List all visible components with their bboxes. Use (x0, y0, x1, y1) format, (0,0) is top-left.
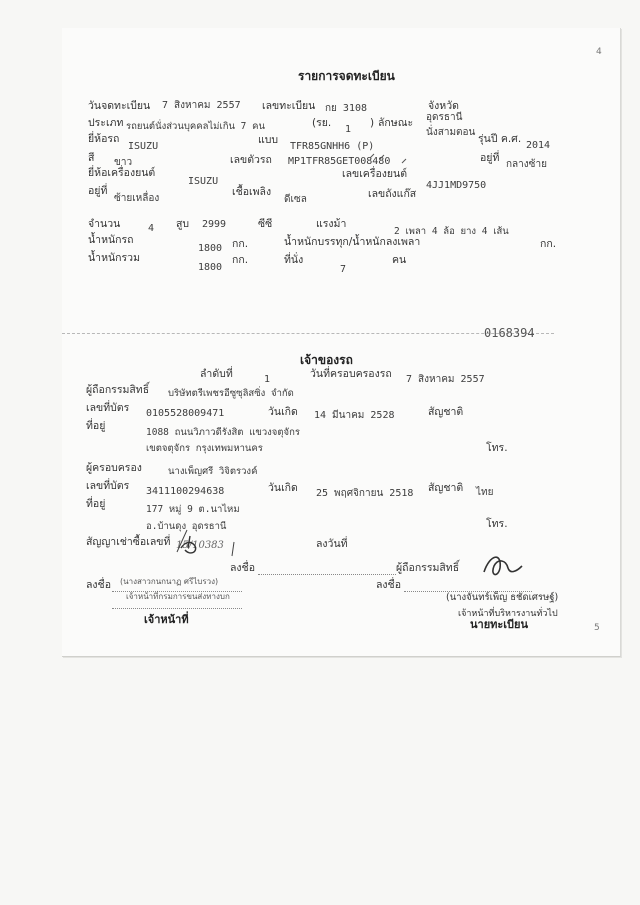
owner-id-label: เลขที่บัตร (86, 402, 130, 414)
seats-value: 7 (340, 264, 347, 275)
engine-brand-label: ยี่ห้อเครื่องยนต์ (88, 167, 156, 179)
tick-marks (370, 154, 406, 163)
page-number-bottom: 5 (594, 623, 600, 633)
order-label: ลำดับที่ (200, 368, 233, 380)
brand-label: ยี่ห้อรถ (88, 133, 120, 145)
registrar-role: เจ้าหน้าที่บริหารงานทั่วไป (458, 609, 558, 619)
holder-id-value: 3411100294638 (146, 486, 225, 497)
brand-value: ISUZU (128, 141, 159, 152)
holder-label: ผู้ครอบครอง (86, 462, 142, 474)
owner-address-label: ที่อยู่ (86, 420, 106, 432)
registrar-title: นายทะเบียน (470, 618, 529, 631)
contract-label: สัญญาเช่าซื้อเลขที่ (86, 536, 171, 548)
owner-label: ผู้ถือกรรมสิทธิ์ (86, 384, 150, 396)
hp-label: แรงม้า (316, 218, 347, 230)
holder-id-label: เลขที่บัตร (86, 480, 130, 492)
holder-birth-label: วันเกิด (268, 482, 298, 494)
location-value: กลางซ้าย (506, 159, 547, 170)
chassis-label: เลขตัวรถ (230, 154, 272, 166)
location-label: อยู่ที่ (480, 152, 500, 164)
gross-label: น้ำหนักรวม (88, 252, 140, 264)
model-value: TFR85GNHH6 (P) (290, 141, 375, 152)
engine-no-value: 4JJ1MD9750 (426, 180, 487, 191)
plate-label: เลขทะเบียน (262, 100, 316, 112)
plate-value: กย 3108 (325, 103, 368, 114)
count-value: 4 (148, 223, 155, 234)
chassis-value: MP1TFR85GET008480 (288, 156, 391, 167)
province-value: อุดรธานี (426, 112, 463, 123)
weight-label: น้ำหนักรถ (88, 234, 134, 246)
reg-date-label: วันจดทะเบียน (88, 100, 151, 112)
engine-brand-value: ISUZU (188, 176, 219, 187)
cylinder-label: สูบ (176, 218, 190, 230)
cc-value: 2999 (202, 219, 227, 230)
officer-name-stamp: (นางสาวกนกนาฏ ศรีไบรวง) (120, 577, 219, 586)
engine-no-label: เลขเครื่องยนต์ (342, 168, 408, 180)
model-label: แบบ (258, 134, 279, 146)
owner-value: บริษัทตรีเพชรอีซูซุลิสซิ่ง จำกัด (168, 388, 294, 399)
engine-loc-value: ซ้ายเหลื่อง (114, 193, 160, 204)
holder-birth-value: 25 พฤศจิกายน 2518 (316, 488, 414, 499)
holder-address-label: ที่อยู่ (86, 498, 106, 510)
seats-label: ที่นั่ง (284, 254, 304, 266)
fuel-value: ดีเซล (284, 194, 307, 205)
contract-date-label: ลงวันที่ (316, 538, 348, 550)
owner-address-line1: 1088 ถนนวิภาวดีรังสิต แขวงจตุจักร (146, 427, 300, 438)
cc-label: ซีซี (258, 218, 273, 230)
owner-id-value: 0105528009471 (146, 408, 225, 419)
fuel-label: เชื้อเพลิง (232, 186, 272, 198)
owner-phone-label: โทร. (486, 442, 508, 454)
color-label: สี (88, 152, 95, 164)
gross-value: 1800 (198, 262, 223, 273)
registrar-name: (นางจันทร์เพ็ญ ธชัดเศรษฐ์) (446, 592, 559, 603)
engine-loc-label: อยู่ที่ (88, 185, 108, 197)
holder-address-line2: อ.บ้านดุง อุดรธานี (146, 521, 227, 532)
holder-nationality-value: ไทย (476, 487, 494, 498)
rs-label: (รย. (312, 117, 332, 129)
owner-birth-value: 14 มีนาคม 2528 (314, 410, 395, 421)
owner-nationality-label: สัญชาติ (428, 406, 464, 418)
page-number-top: 4 (596, 47, 602, 57)
weight-value: 1800 (198, 243, 223, 254)
style-label: ลักษณะ (378, 117, 414, 129)
seats-unit: คน (392, 254, 407, 266)
reg-date-value: 7 สิงหาคม 2557 (162, 100, 241, 111)
holder-address-line1: 177 หมู่ 9 ต.นาไหม (146, 504, 240, 515)
holder-phone-label: โทร. (486, 518, 508, 530)
style-value: นั่งสามตอน (426, 127, 476, 138)
province-label: จังหวัด (428, 100, 459, 112)
order-value: 1 (264, 374, 271, 385)
owner-birth-label: วันเกิด (268, 406, 298, 418)
registrar-signature (484, 557, 522, 574)
owner-sign-label: ลงชื่อ (230, 562, 255, 574)
gross-unit: กก. (232, 254, 249, 266)
owner-section-title: เจ้าของรถ (300, 353, 353, 367)
owner-address-line2: เขตจตุจักร กรุงเทพมหานคร (146, 443, 263, 454)
model-year-label: รุ่นปี ค.ศ. (478, 133, 522, 145)
type-label: ประเภท (88, 117, 124, 129)
owner-sign-title: ผู้ถือกรรมสิทธิ์ (396, 562, 460, 574)
axles-value: 2 เพลา 4 ล้อ ยาง 4 เส้น (394, 226, 509, 237)
gas-tank-label: เลขถังแก๊ส (368, 188, 417, 200)
count-label: จำนวน (88, 218, 121, 230)
registration-section-title: รายการจดทะเบียน (298, 69, 395, 83)
load-unit: กก. (540, 238, 557, 250)
holder-nationality-label: สัญชาติ (428, 482, 464, 494)
registrar-sign-label: ลงชื่อ (376, 579, 401, 591)
contract-number: 15/10383 (176, 540, 224, 551)
model-year-value: 2014 (526, 140, 551, 151)
possess-date-value: 7 สิงหาคม 2557 (406, 374, 485, 385)
load-label: น้ำหนักบรรทุก/น้ำหนักลงเพลา (284, 236, 421, 248)
holder-value: นางเพ็ญศรี วิจิตรวงค์ (168, 466, 258, 477)
possess-date-label: วันที่ครอบครองรถ (310, 368, 392, 380)
weight-unit: กก. (232, 238, 249, 250)
officer-title: เจ้าหน้าที่ (144, 613, 189, 626)
color-value: ขาว (114, 157, 133, 168)
type-value: รถยนต์นั่งส่วนบุคคลไม่เกิน 7 คน (126, 121, 265, 132)
serial-number: 0168394 (484, 326, 535, 340)
officer-sign-label: ลงชื่อ (86, 579, 111, 591)
officer-role-stamp: เจ้าหน้าที่กรมการขนส่งทางบก (126, 592, 230, 601)
rs-close: ) (370, 117, 375, 129)
rs-value: 1 (345, 124, 352, 135)
